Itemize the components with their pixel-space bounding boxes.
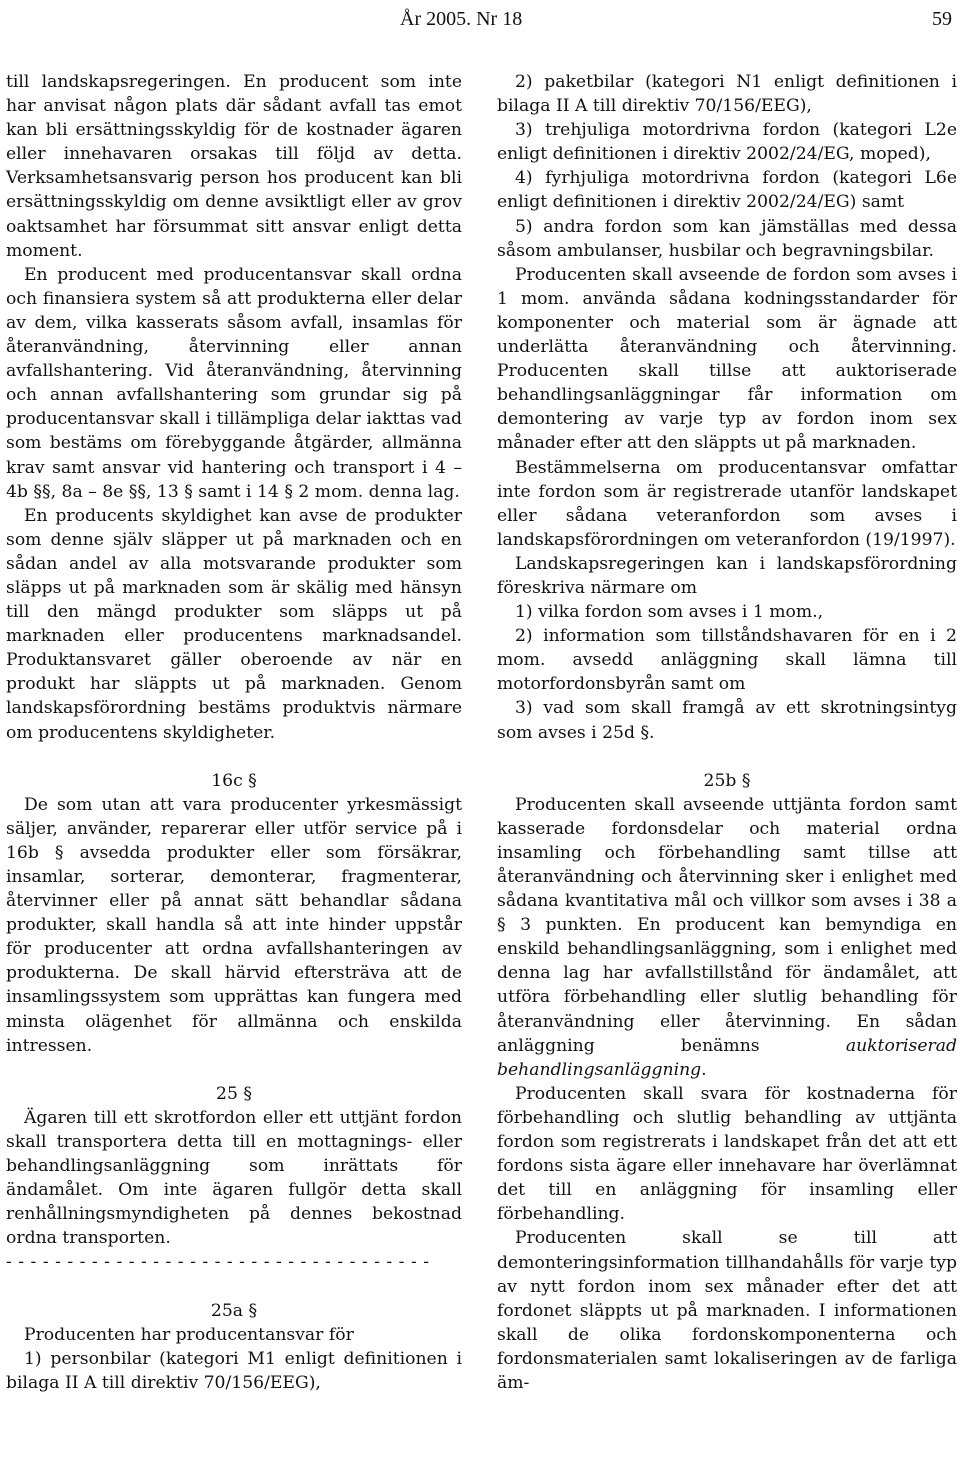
list-item: 2) information som tillståndshavaren för en i 2 mom. avsedd anläggning skall lämna till motorfordonsbyrån samt om xyxy=(497,626,957,695)
section-heading-25: 25 § xyxy=(216,1083,252,1104)
page-header xyxy=(0,4,960,34)
list-item: 4) fyrhjuliga motordrivna fordon (kategori L6e enligt definitionen i direktiv 2002/24/EG) samt xyxy=(497,168,957,213)
paragraph: Producenten skall svara för kostnaderna för förbehandling och slutlig behandling av uttjänta fordon som registrerats i landskapet från det att ett fordons sista ägare eller innehavare har överlämnat det till en anläggning för insamling eller förbehandling. xyxy=(497,1083,957,1225)
paragraph: Producenten har producentansvar för xyxy=(24,1324,354,1345)
defined-term: auktoriserad behandlingsanläggning xyxy=(497,1035,957,1080)
paragraph: Ägaren till ett skrotfordon eller ett uttjänt fordon skall transportera detta till en mottagnings- eller behandlingsanläggning som inrättats för ändamålet. Om inte ägaren fullgör detta skall renhållningsmyndigheten på dennes bekostnad ordna transporten. xyxy=(6,1107,462,1249)
list-item: 1) vilka fordon som avses i 1 mom., xyxy=(515,602,824,623)
paragraph-end: . xyxy=(701,1059,707,1080)
list-item: 3) vad som skall framgå av ett skrotningsintyg som avses i 25d §. xyxy=(497,698,957,743)
paragraph: till landskapsregeringen. En producent som inte har anvisat någon plats där sådant avfall tas emot kan bli ersättningsskyldig för de kostnader ägaren eller innehavaren orsakas till följd av detta. Verksamhetsansvarig person hos producent kan bli ersättningsskyldig om denne avsiktligt eller av grov oaktsamhet har försummat sitt ansvar enligt detta moment. xyxy=(6,72,462,261)
list-item: 1) personbilar (kategori M1 enligt definitionen i bilaga II A till direktiv 70/156/EEG), xyxy=(6,1348,462,1393)
paragraph: Landskapsregeringen kan i landskapsförordning föreskriva närmare om xyxy=(497,553,957,598)
paragraph xyxy=(497,793,957,1082)
paragraph: Producenten skall se till att demonteringsinformation tillhandahålls för varje typ av nytt fordon inom sex månader efter det att fordonet släppts ut på marknaden. I informationen skall de olika fordonskomponenterna och fordonsmaterialen samt lokaliseringen av de farliga äm- xyxy=(497,1228,957,1393)
list-item: 3) trehjuliga motordrivna fordon (kategori L2e enligt definitionen i direktiv 2002/24/EG, moped), xyxy=(497,120,957,165)
section-heading-25b: 25b § xyxy=(703,770,751,791)
page-number: 59 xyxy=(932,8,952,30)
paragraph: Bestämmelserna om producentansvar omfattar inte fordon som är registrerade utanför landskapet eller sådana veteranfordon som avses i landskapsförordningen om veteranfordon (19/1997). xyxy=(497,457,957,550)
left-column xyxy=(6,70,462,1395)
list-item: 5) andra fordon som kan jämställas med dessa såsom ambulanser, husbilar och begravningsbilar. xyxy=(497,216,957,261)
paragraph: Producenten skall avseende de fordon som avses i 1 mom. använda sådana kodningsstandarder för komponenter och material som är ägnade att underlätta återanvändning och återvinning. Producenten skall tillse att auktoriserade behandlingsanläggningar får information om demontering av varje typ av fordon inom sex månader efter att den släppts ut på marknaden. xyxy=(497,264,957,454)
paragraph: En producent med producentansvar skall ordna och finansiera system så att produkterna eller delar av dem, vilka kasserats såsom avfall, insamlas för återanvändning, återvinning eller annan avfallshantering. Vid återanvändning, återvinning och annan avfallshantering som grundar sig på producentansvar skall i tillämpliga delar iakttas vad som bestäms om förebyggande åtgärder, allmänna krav samt ansvar vid hantering och transport i 4 – 4b §§, 8a – 8e §§, 13 § samt i 14 § 2 mom. denna lag. xyxy=(6,264,462,502)
paragraph: De som utan att vara producenter yrkesmässigt säljer, använder, reparerar eller utför service på i 16b § avsedda produkter eller som försäkrar, insamlar, sorterar, demonterar, fragmenterar, återvinner eller på annat sätt behandlar sådana produkter, skall handla så att inte hinder uppstår för producenter att ordna avfallshanteringen av produkterna. De skall härvid eftersträva att de insamlingssystem som upprättas kan fungera med minsta olägenhet för allmänna och enskilda intressen. xyxy=(6,794,462,1056)
list-item: 2) paketbilar (kategori N1 enligt definitionen i bilaga II A till direktiv 70/156/EEG), xyxy=(497,72,957,117)
section-heading-16c: 16c § xyxy=(211,770,257,791)
running-title: År 2005. Nr 18 xyxy=(400,8,523,30)
omission-divider: - - - - - - - - - - - - - - - - - - - - - - - - - - - - - - - - - - - xyxy=(6,1252,430,1273)
section-heading-25a: 25a § xyxy=(210,1300,258,1321)
paragraph: En producents skyldighet kan avse de produkter som denne själv släpper ut på marknaden och en sådan andel av alla motsvarande produkter som släpps ut på marknaden som är skälig med hänsyn till den mängd produkter som släpps ut på marknaden eller producentens marknadsandel. Produktansvaret gäller oberoende av när en produkt har släppts ut på marknaden. Genom landskapsförordning bestäms produktvis närmare om producentens skyldigheter. xyxy=(6,505,462,743)
right-column xyxy=(497,70,957,1395)
paragraph-text: Producenten skall avseende uttjänta fordon samt kasserade fordonsdelar och material ordna insamling och förbehandling samt tillse att återanvändning och återvinning sker i enlighet med sådana kvantitativa mål och villkor som avses i 38 a § 3 punkten. En producent kan bemyndiga en enskild behandlingsanläggning, som i enlighet med denna lag har avfallstillstånd för ändamålet, att utföra förbehandling eller slutlig behandling för återanvändning eller återvinning. En sådan anläggning benämns xyxy=(497,794,957,1056)
